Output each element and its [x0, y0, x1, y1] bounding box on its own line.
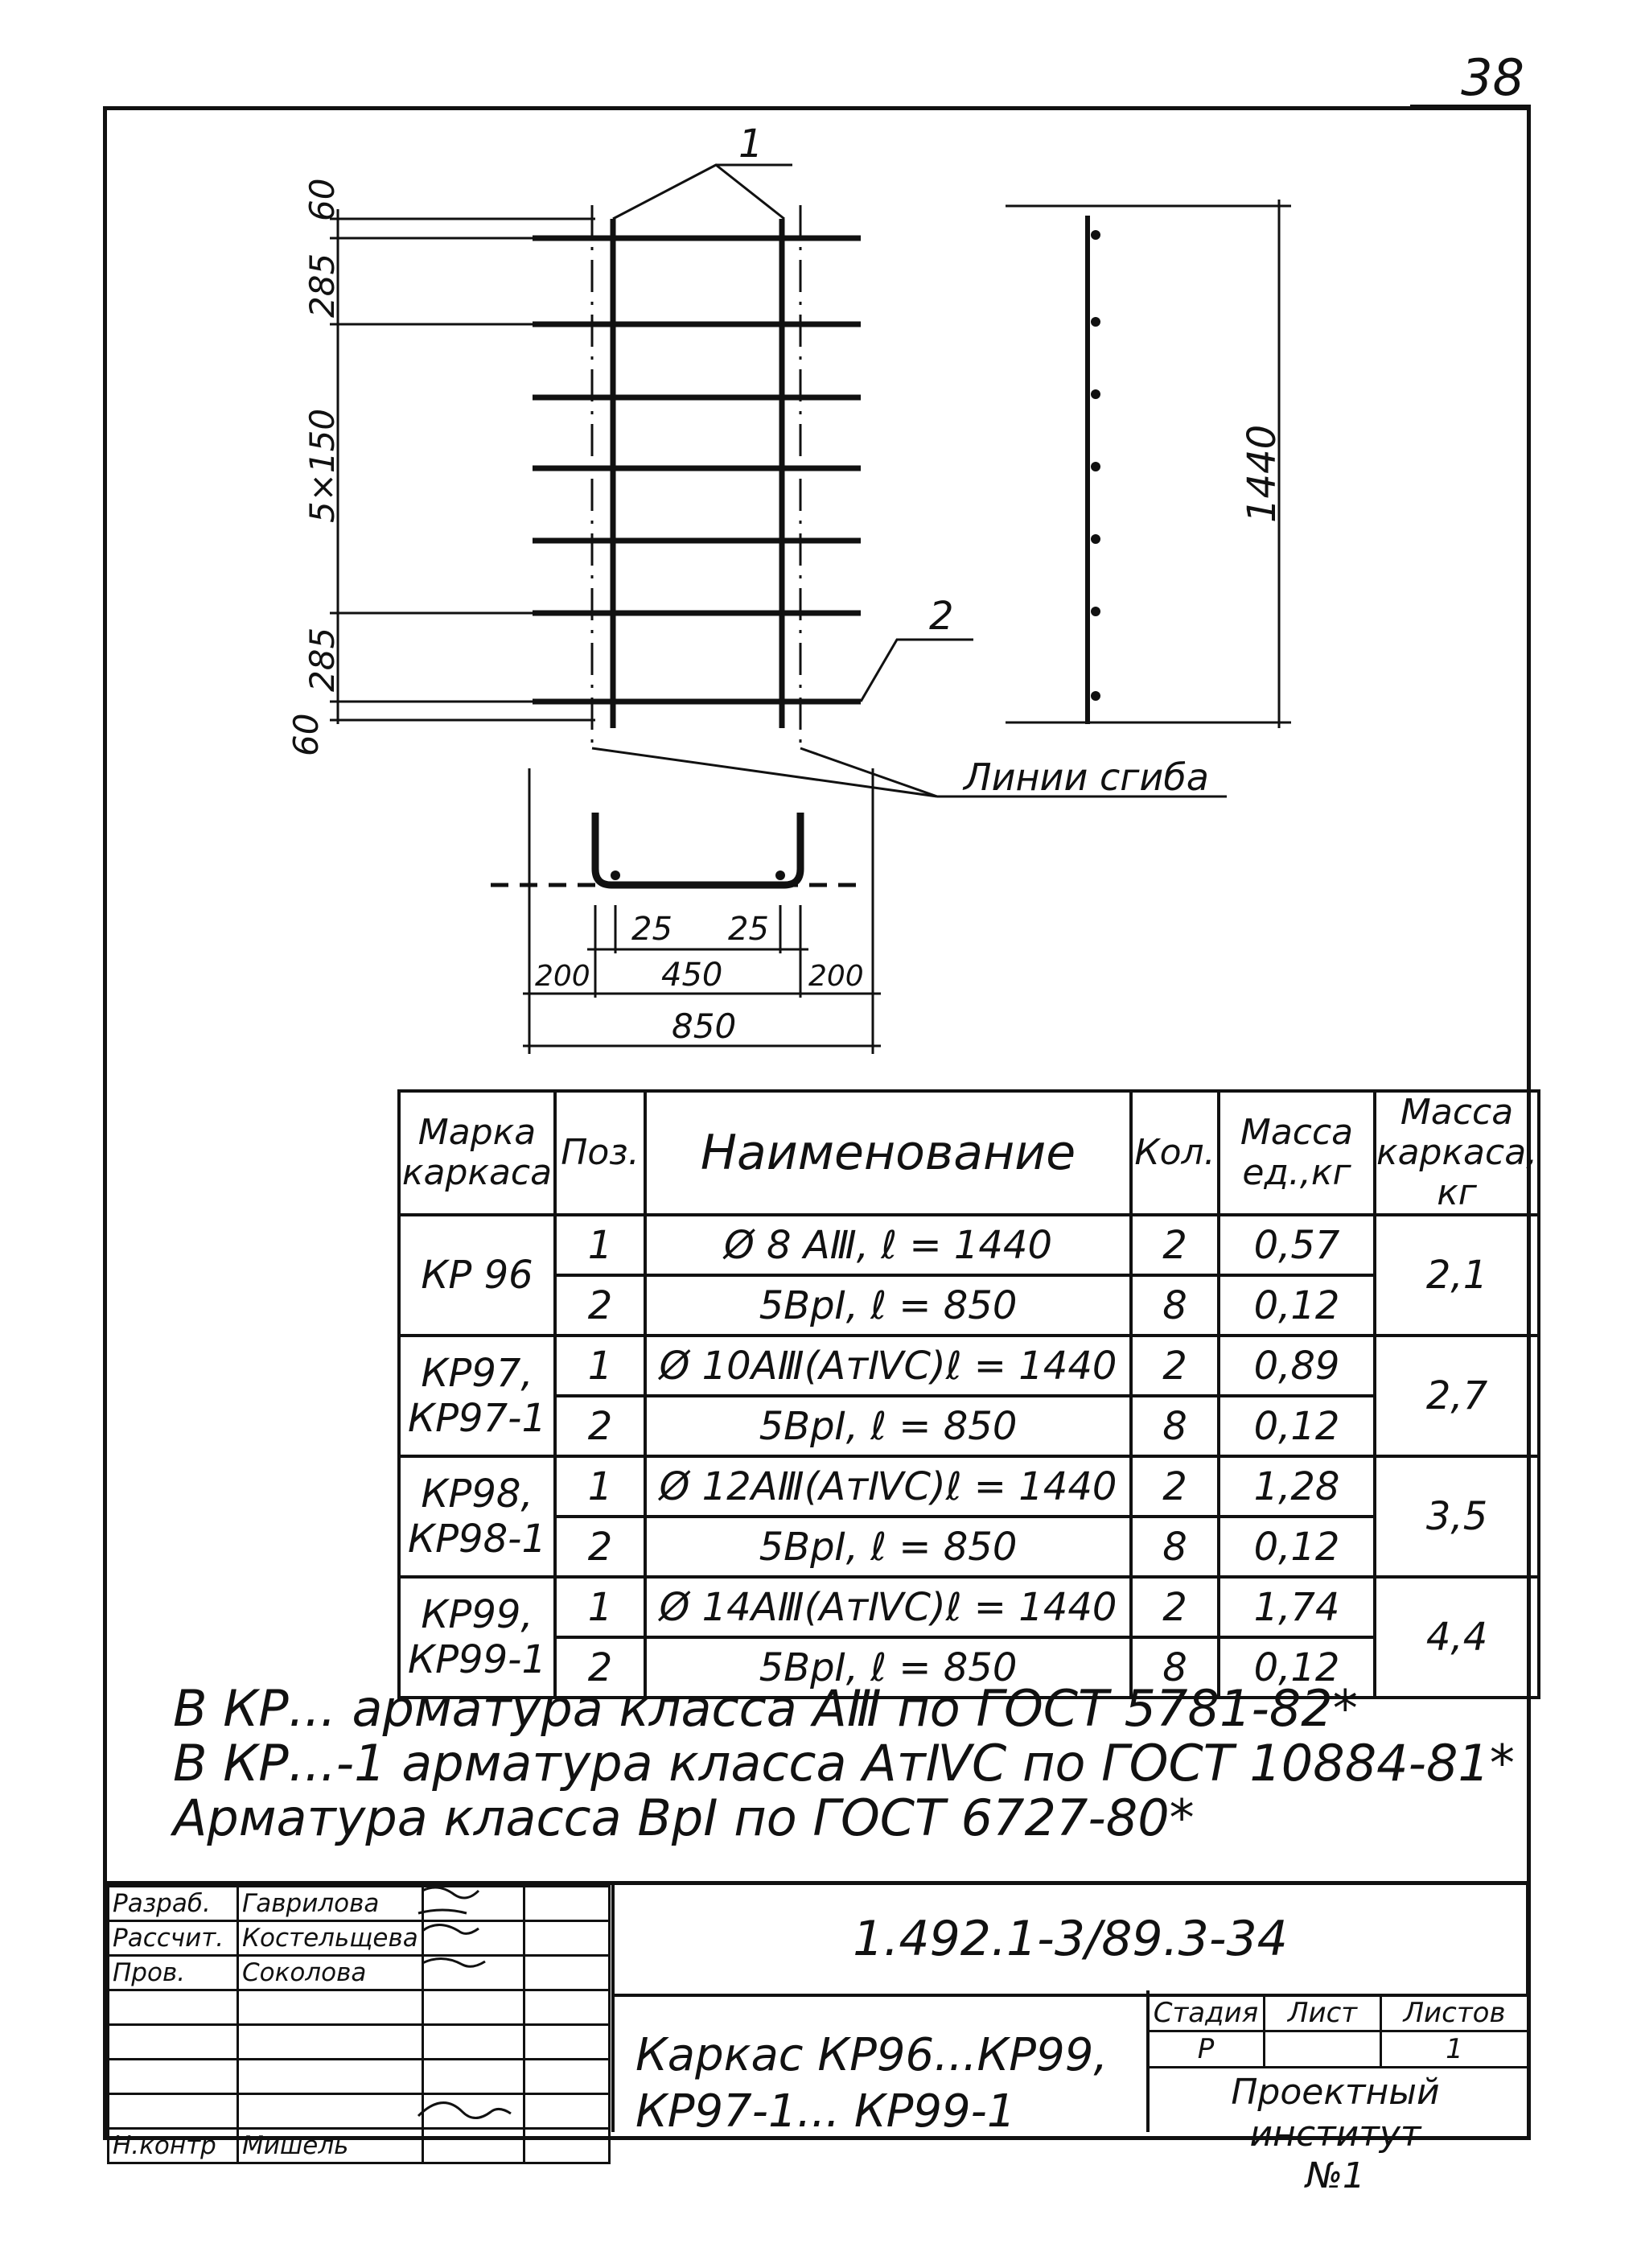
date-cell	[524, 2129, 609, 2163]
header-unit-mass: Масса ед.,кг	[1219, 1091, 1375, 1215]
note-3: Арматура класса ВрⅠ по ГОСТ 6727-80*	[173, 1788, 1195, 1847]
name-cell	[238, 1990, 423, 2025]
frame-mass-cell: 2,1	[1375, 1215, 1539, 1336]
table-row	[399, 1396, 1539, 1456]
name-cell: Ø 10AⅢ(AтⅣC)ℓ = 1440	[645, 1336, 1131, 1396]
stage-value: Р	[1148, 2031, 1265, 2068]
qty-cell: 8	[1131, 1396, 1219, 1456]
signature-row	[109, 2060, 610, 2094]
date-cell	[524, 1990, 609, 2025]
dim-left-5x150: 5×150	[302, 408, 342, 523]
qty-cell: 2	[1131, 1577, 1219, 1637]
dim-left-285-bottom: 285	[302, 627, 342, 692]
stage-header-row	[1148, 1995, 1528, 2031]
header-mark: Марка каркаса	[399, 1091, 555, 1215]
table-row	[399, 1215, 1539, 1275]
name-cell: Гаврилова	[238, 1887, 423, 1921]
date-cell	[524, 2060, 609, 2094]
dim-left-285-top: 285	[302, 253, 342, 318]
header-qty: Кол.	[1131, 1091, 1219, 1215]
signature-cell	[422, 2094, 524, 2129]
unit-mass-cell: 0,12	[1219, 1637, 1375, 1698]
pos-cell: 1	[555, 1215, 645, 1275]
role-cell	[109, 2094, 238, 2129]
spec-header-row	[399, 1091, 1539, 1215]
bend-lines	[592, 205, 800, 748]
name-cell: Костельщева	[238, 1921, 423, 1956]
unit-mass-cell: 0,12	[1219, 1396, 1375, 1456]
role-cell	[109, 1990, 238, 2025]
name-cell: Мишель	[238, 2129, 423, 2163]
cage-transverse-bars	[533, 238, 861, 702]
dim-200-left: 200	[535, 960, 590, 993]
table-row	[399, 1275, 1539, 1336]
pos-cell: 1	[555, 1456, 645, 1517]
role-cell: Разраб.	[109, 1887, 238, 1921]
signature-row	[109, 2094, 610, 2129]
note-2: В КР...-1 арматура класса AтⅣC по ГОСТ 10884-81*	[173, 1734, 1515, 1793]
mark-cell: КР97, КР97-1	[399, 1336, 555, 1456]
date-cell	[524, 2025, 609, 2060]
document-code: 1.492.1-3/89.3-34	[611, 1881, 1529, 1997]
notes	[173, 1681, 1515, 1846]
table-row	[399, 1456, 1539, 1517]
pos-cell: 2	[555, 1637, 645, 1698]
name-cell: Ø 8 AⅢ, ℓ = 1440	[645, 1215, 1131, 1275]
qty-cell: 8	[1131, 1637, 1219, 1698]
date-cell	[524, 2094, 609, 2129]
name-cell	[238, 2060, 423, 2094]
signature-cell	[422, 1887, 524, 1921]
mark-cell: КР98, КР98-1	[399, 1456, 555, 1577]
signature-cell	[422, 1990, 524, 2025]
pos-cell: 2	[555, 1275, 645, 1336]
qty-cell: 2	[1131, 1456, 1219, 1517]
note-1: В КР... арматура класса AⅢ по ГОСТ 5781-82*	[173, 1679, 1358, 1738]
role-cell: Рассчит.	[109, 1921, 238, 1956]
specification-table	[397, 1089, 1540, 1699]
dim-450: 450	[661, 957, 723, 994]
sheet-value	[1265, 2031, 1381, 2068]
cage-verticals	[613, 219, 782, 728]
frame-mass-cell: 3,5	[1375, 1456, 1539, 1577]
pos-cell: 1	[555, 1336, 645, 1396]
table-row	[399, 1336, 1539, 1396]
header-pos: Поз.	[555, 1091, 645, 1215]
callout-1: 1	[738, 121, 763, 167]
name-cell: 5ВрⅠ, ℓ = 850	[645, 1517, 1131, 1577]
dim-right-1440: 1440	[1240, 424, 1285, 523]
unit-mass-cell: 0,12	[1219, 1275, 1375, 1336]
name-cell: 5ВрⅠ, ℓ = 850	[645, 1275, 1131, 1336]
name-cell: 5ВрⅠ, ℓ = 850	[645, 1637, 1131, 1698]
callout-2-leader	[861, 640, 973, 702]
title-block-divider	[611, 1990, 615, 2132]
role-cell	[109, 2025, 238, 2060]
sheet-label: Лист	[1265, 1995, 1381, 2031]
name-cell	[238, 2025, 423, 2060]
name-cell	[238, 2094, 423, 2129]
dim-left-60-bottom: 60	[286, 713, 326, 756]
callout-2: 2	[929, 594, 954, 639]
signature-cell	[422, 1956, 524, 1990]
signature-row	[109, 1956, 610, 1990]
qty-cell: 8	[1131, 1275, 1219, 1336]
signature-row	[109, 2025, 610, 2060]
role-cell: Н.контр	[109, 2129, 238, 2163]
callout-1-leader	[613, 165, 792, 219]
stage-sheet-table	[1146, 1994, 1529, 2068]
stage-label: Стадия	[1148, 1995, 1265, 2031]
unit-mass-cell: 1,28	[1219, 1456, 1375, 1517]
header-frame-mass: Масса каркаса, кг	[1376, 1092, 1538, 1213]
signature-row	[109, 1921, 610, 1956]
pos-cell: 1	[555, 1577, 645, 1637]
unit-mass-cell: 1,74	[1219, 1577, 1375, 1637]
date-cell	[524, 1956, 609, 1990]
mark-cell: КР99, КР99-1	[399, 1577, 555, 1698]
qty-cell: 2	[1131, 1215, 1219, 1275]
name-cell: Соколова	[238, 1956, 423, 1990]
page-number: 38	[1461, 48, 1524, 107]
qty-cell: 8	[1131, 1517, 1219, 1577]
sheets-value: 1	[1381, 2031, 1528, 2068]
signature-cell	[422, 2025, 524, 2060]
signature-cell	[422, 2129, 524, 2163]
name-cell: 5ВрⅠ, ℓ = 850	[645, 1396, 1131, 1456]
dim-left-60-top: 60	[302, 178, 342, 221]
unit-mass-cell: 0,57	[1219, 1215, 1375, 1275]
signature-cell	[422, 2060, 524, 2094]
organization	[1146, 2072, 1524, 2197]
header-name: Наименование	[645, 1091, 1131, 1215]
organization-line-2: №1	[1306, 2155, 1365, 2196]
frame-mass-cell: 2,7	[1375, 1336, 1539, 1456]
role-cell	[109, 2060, 238, 2094]
signature-row	[109, 2129, 610, 2163]
signature-row	[109, 1887, 610, 1921]
organization-line-1: Проектный институт	[1231, 2072, 1440, 2155]
drawing-title-line-1: Каркас КР96...КР99,	[635, 2029, 1108, 2081]
name-cell: Ø 14AⅢ(AтⅣC)ℓ = 1440	[645, 1577, 1131, 1637]
unit-mass-cell: 0,89	[1219, 1336, 1375, 1396]
dim-200-right: 200	[808, 960, 864, 993]
signature-row	[109, 1990, 610, 2025]
date-cell	[524, 1887, 609, 1921]
dim-25-right: 25	[728, 911, 769, 948]
stage-value-row	[1148, 2031, 1528, 2068]
table-row	[399, 1517, 1539, 1577]
dim-25-left: 25	[631, 911, 672, 948]
bend-lines-label: Линии сгиба	[964, 755, 1209, 799]
mark-cell: КР 96	[399, 1215, 555, 1336]
frame-mass-cell: 4,4	[1375, 1577, 1539, 1698]
title-block-signatures	[107, 1885, 611, 2164]
unit-mass-cell: 0,12	[1219, 1517, 1375, 1577]
role-cell: Пров.	[109, 1956, 238, 1990]
table-row	[399, 1577, 1539, 1637]
signature-cell	[422, 1921, 524, 1956]
name-cell: Ø 12AⅢ(AтⅣC)ℓ = 1440	[645, 1456, 1131, 1517]
sheets-label: Листов	[1381, 1995, 1528, 2031]
qty-cell: 2	[1131, 1336, 1219, 1396]
pos-cell: 2	[555, 1517, 645, 1577]
drawing-title	[635, 2027, 1108, 2140]
pos-cell: 2	[555, 1396, 645, 1456]
drawing-title-line-2: КР97-1... КР99-1	[635, 2085, 1016, 2138]
dim-850: 850	[672, 1006, 737, 1046]
date-cell	[524, 1921, 609, 1956]
